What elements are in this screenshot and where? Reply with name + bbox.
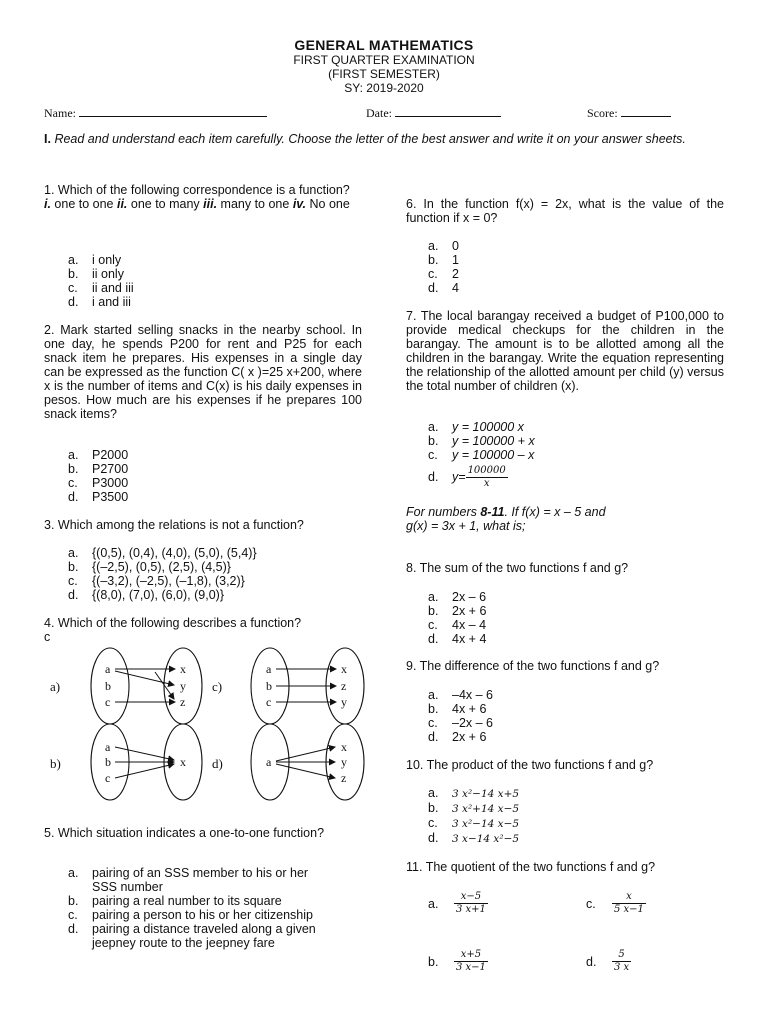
diagram-a-domain-b: b [105,679,111,693]
option-a[interactable]: a. –4x – 6 [428,688,494,702]
option-b[interactable]: b. P2700 [68,462,129,476]
option-a[interactable]: a. 2x – 6 [428,590,487,604]
mapping-diagrams [85,640,385,820]
option-b[interactable]: b. 1 [428,253,459,267]
question-9-text: 9. The difference of the two functions f and g? [406,659,660,673]
fraction: $\frac{x+5}{3 x-1}$ [456,949,486,973]
instructions [44,132,724,146]
diagram-a-label[interactable]: a) [50,679,61,694]
diagram-c-range-x: x [341,662,347,676]
option-a[interactable]: a. {(0,5), (0,4), (4,0), (5,0), (5,4)} [68,546,257,560]
option-d[interactable]: d. pairing a distance traveled along a given [68,922,316,936]
option-b[interactable]: b. ii only [68,267,124,281]
question-7-text: 7. The local barangay received a budget of P100,000 to provide medical checkups for the children in the barangay. The amount is to be allotted among all the children in the barangay. Write the equation representing the relationship of the allotted amount per child (y) versus the total number of children (x). [406,309,724,393]
diagram-d-range-z: z [341,771,347,785]
option-a[interactable]: a. y = 100000 x [428,420,524,434]
question-5-options [68,866,316,950]
question-10-text: 10. The product of the two functions f and g? [406,758,654,772]
semester: (FIRST SEMESTER) [328,67,440,81]
option-d[interactable]: d. i and iii [68,295,131,309]
diagram-b-domain-a: a [105,740,111,754]
fraction: $\frac{x}{5 x-1}$ [614,891,644,915]
diagram-d-label[interactable]: d) [212,756,223,771]
option-d[interactable]: d. P3500 [68,490,129,504]
option-c[interactable]: c. ii and iii [68,281,134,295]
q1-part-1: one to one [50,197,117,211]
q1-roman-i: i. [44,197,51,211]
option-a[interactable]: a. P2000 [68,448,129,462]
option-b[interactable]: b. {(–2,5), (0,5), (2,5), (4,5)} [68,560,231,574]
option-a-cont: SSS number [92,880,163,894]
note-pre: For numbers [406,505,481,519]
diagram-b-domain-b: b [105,755,111,769]
question-2-text: 2. Mark started selling snacks in the nearby school. In one day, he spends P200 for rent and P25 for each snack item he prepares. His expenses in a single day can be expressed as the function C( x )=25 x+200, where x is the number of items and C(x) is his daily expenses in pesos. How much are his expenses if he prepares 100 snack items? [44,323,362,421]
option-c[interactable]: c. –2x – 6 [428,716,494,730]
fraction: $\frac{x-5}{3 x+1}$ [456,891,486,915]
question-1-options [68,253,134,309]
diagram-a-range-z: z [180,695,186,709]
school-year: SY: 2019-2020 [344,81,424,95]
diagram-b-domain-c: c [105,771,111,785]
note-line2: g(x) = 3x + 1, what is; [406,519,526,533]
question-5-text: 5. Which situation indicates a one-to-one function? [44,826,325,840]
option-a[interactable]: a. 0 [428,239,459,253]
option-b[interactable]: b. 4x + 6 [428,702,487,716]
date-field[interactable] [366,106,501,121]
option-c[interactable]: c. 2 [428,267,459,281]
instructions-number: I. [44,132,51,146]
question-4-text: 4. Which of the following describes a function? [44,616,302,630]
option-d[interactable]: d. 4x + 4 [428,632,487,646]
diagram-c-range-z: z [341,679,347,693]
diagram-c-label[interactable]: c) [212,679,223,694]
question-6-options [428,239,459,295]
diagram-a-range-y: y [180,679,186,693]
instructions-text: Read and understand each item carefully. Choose the letter of the best answer and write it on your answer sheets. [54,132,686,146]
question-11-option-a[interactable]: a. $\frac{x-5}{3 x+1}$ [428,891,486,915]
q1-roman-iii: iii. [203,197,218,211]
question-11-option-c[interactable]: c. $\frac{x}{5 x-1}$ [586,891,644,915]
date-blank[interactable] [395,106,501,117]
score-blank[interactable] [621,106,671,117]
note-post: . If f(x) = x – 5 and [504,505,606,519]
question-1 [44,183,362,211]
question-3-text: 3. Which among the relations is not a function? [44,518,304,532]
option-b[interactable]: b. 2x + 6 [428,604,487,618]
diagram-c-domain-c: c [266,695,272,709]
diagram-c-range-y: y [341,695,347,709]
name-blank[interactable] [79,106,267,117]
question-6-text: 6. In the function f(x) = 2x, what is the value of the function if x = 0? [406,197,724,225]
question-1-text: 1. Which of the following correspondence is a function? [44,183,350,197]
diagram-d-domain-a: a [266,755,272,769]
diagram-d-range-x: x [341,740,347,754]
diagram-a-domain-a: a [105,662,111,676]
question-11-option-b[interactable]: b. $\frac{x+5}{3 x-1}$ [428,949,486,973]
question-4-answer: c [44,630,51,644]
q1-part-3: many to one [217,197,293,211]
diagram-c-domain-a: a [266,662,272,676]
diagram-b-range-x: x [180,755,186,769]
q1-roman-ii: ii. [116,197,128,211]
question-8-options [428,590,486,646]
question-7-options [428,420,535,490]
question-11-text: 11. The quotient of the two functions f and g? [406,860,656,874]
diagram-a-domain-c: c [105,695,111,709]
score-field[interactable] [587,106,671,121]
option-a[interactable]: a. pairing of an SSS member to his or her [68,866,309,880]
note-range: 8-11 [480,505,505,519]
diagram-b-label[interactable]: b) [50,756,61,771]
note-8-11 [406,505,724,533]
q1-roman-iv: iv. [292,197,307,211]
option-d-cont: jeepney route to the jeepney fare [92,936,275,950]
diagram-c-domain-b: b [266,679,272,693]
option-d[interactable]: d. 4 [428,281,459,295]
option-d[interactable]: d. 2x + 6 [428,730,487,744]
option-a[interactable]: a. i only [68,253,122,267]
q1-part-2: one to many [127,197,204,211]
question-2-options [68,448,128,504]
score-label: Score: [587,106,618,120]
option-c[interactable]: c. 4x – 4 [428,618,487,632]
option-d[interactable]: d. 3 x−14 x²−5 [428,831,520,845]
fraction: $\frac{5}{3 x}$ [614,949,630,973]
option-b[interactable]: b. y = 100000 + x [428,434,535,448]
option-c[interactable]: c. y = 100000 – x [428,448,535,462]
diagram-d-range-y: y [341,755,347,769]
question-11-option-d[interactable]: d. $\frac{5}{3 x}$ [586,949,630,973]
option-c[interactable]: c. pairing a person to his or her citizenship [68,908,313,922]
q1-part-4: No one [306,197,350,211]
exam-name: FIRST QUARTER EXAMINATION [293,53,475,67]
question-8-text: 8. The sum of the two functions f and g? [406,561,629,575]
option-c[interactable]: c. P3000 [68,476,129,490]
name-label: Name: [44,106,76,120]
option-a[interactable]: a. 3 x²−14 x+5 [428,786,520,800]
option-d[interactable]: d. y= $\frac{100000}{x}$ [428,465,506,489]
question-3-options [68,546,257,602]
option-d[interactable]: d. {(8,0), (7,0), (6,0), (9,0)} [68,588,224,602]
question-9-options [428,688,493,744]
date-label: Date: [366,106,392,120]
exam-title: GENERAL MATHEMATICS [294,37,474,53]
name-field[interactable] [44,106,267,121]
option-c[interactable]: c. {(–3,2), (–2,5), (–1,8), (3,2)} [68,574,245,588]
option-c[interactable]: c. 3 x²−14 x−5 [428,816,520,830]
fraction: $\frac{100000}{x}$ [467,465,506,489]
diagram-a-range-x: x [180,662,186,676]
option-b[interactable]: b. pairing a real number to its square [68,894,282,908]
option-b[interactable]: b. 3 x²+14 x−5 [428,801,520,815]
question-10-options [428,786,519,846]
